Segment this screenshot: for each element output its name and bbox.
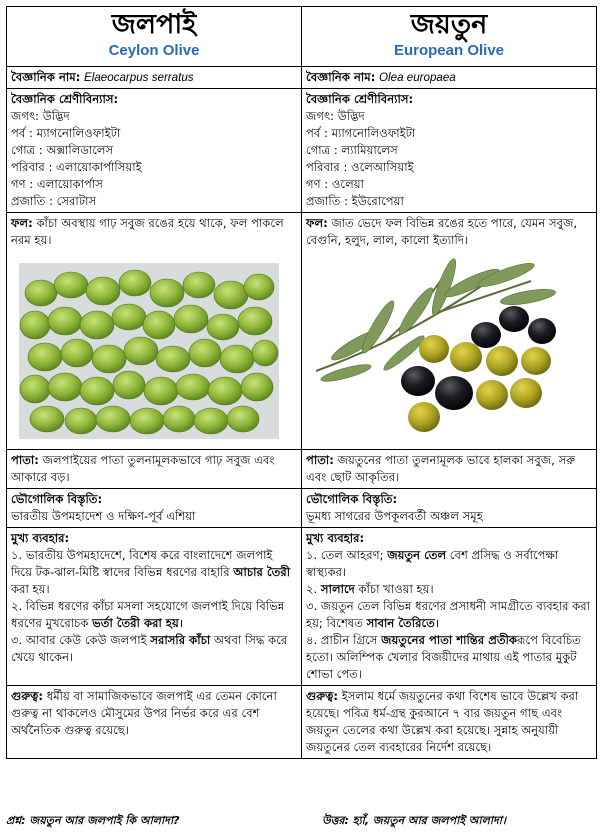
uses-row [7, 528, 597, 686]
right-use-item: ৪. প্রাচীন গ্রিসে জয়তুনের পাতা শান্তির প্রতীকরূপে বিবেচিত হতো। অলিম্পিক খেলার বিজয়ীদের মাথায় এই পাতার মুকুট শোভা পেত। [306, 633, 581, 681]
right-taxonomy-kingdom: জগৎ: উদ্ভিদ [306, 109, 365, 123]
left-leaf-label: পাতা: [11, 453, 39, 467]
qa-footer [0, 809, 602, 831]
right-subtitle: European Olive [393, 42, 505, 59]
left-use-item: ২. বিভিন্ন ধরণের কাঁচা মসলা সহযোগে জলপাই দিয়ে বিভিন্ন ধরণের মুখরোচক ভর্তা তৈরী করা হয়। [11, 599, 285, 630]
right-leaf-cell [302, 450, 597, 489]
right-fruit-desc: জাত ভেদে ফল বিভিন্ন রঙের হতে পারে, যেমন সবুজ, বেগুনি, হলুদ, লাল, কালো ইত্যাদি। [306, 216, 578, 247]
left-taxonomy-species: প্রজাতি : সেরাটাস [11, 194, 97, 208]
right-leaf-label: পাতা: [306, 453, 334, 467]
right-importance-cell [302, 686, 597, 759]
right-sci-cell [302, 67, 597, 89]
left-importance-cell [7, 686, 302, 759]
right-geo-text: ভূমধ্য সাগরের উপকূলবর্তী অঞ্চল সমূহ [306, 509, 483, 523]
right-use-item: ১. তেল আহরণ; জয়তুন তেল বেশ প্রসিদ্ধ ও সর্বাপেক্ষা স্বাস্থ্যকর। [306, 548, 559, 579]
importance-row [7, 686, 597, 759]
comparison-table [6, 6, 597, 759]
right-title: জয়তুন [410, 9, 488, 40]
left-sci-cell [7, 67, 302, 89]
right-fruit-text [306, 215, 592, 249]
right-taxonomy-genus: গণ : ওলেয়া [306, 177, 364, 191]
right-use-item: ২. সালাদে কাঁচা খাওয়া হয়। [306, 582, 434, 596]
right-importance-label: গুরুত্ব: [306, 689, 339, 703]
leaf-row [7, 450, 597, 489]
right-uses-label: মুখ্য ব্যবহার: [306, 531, 365, 545]
right-taxonomy-label: বৈজ্ঞানিক শ্রেণীবিন্যাস: [306, 92, 414, 106]
left-taxonomy-cell [7, 89, 302, 213]
left-taxonomy-label: বৈজ্ঞানিক শ্রেণীবিন্যাস: [11, 92, 119, 106]
comparison-sheet [6, 6, 596, 806]
left-taxonomy-genus: গণ : এলায়োকার্পাস [11, 177, 103, 191]
sci-name-row [7, 67, 597, 89]
right-taxonomy-cell [302, 89, 597, 213]
right-geo-cell [302, 489, 597, 528]
left-fruit-label: ফল: [11, 216, 33, 230]
left-geo-label: ভৌগোলিক বিস্তৃতি: [11, 492, 103, 506]
header-row [7, 7, 597, 67]
left-geo-text: ভারতীয় উপমহাদেশ ও দক্ষিণ-পূর্ব এশিয়া [11, 509, 196, 523]
right-uses-cell [302, 528, 597, 686]
right-fruit-label: ফল: [306, 216, 328, 230]
left-sci-label: বৈজ্ঞানিক নাম: [11, 70, 81, 84]
right-importance-text: ইসলাম ধর্মে জয়তুনের কথা বিশেষ ভাবে উল্লেখ করা হয়েছে। পবিত্র ধর্ম-গ্রন্থ কুরআনে ৭ বার জয়তুন গাছ এবং জয়তুন তেলের কথা উল্লেখ করা হয়েছে। সুন্নাহ অনুযায়ী জয়তুনের তেল ব্যবহারের নির্দেশ রয়েছে। [306, 689, 579, 754]
right-taxonomy-family: পরিবার : ওলেআসিয়াই [306, 160, 414, 174]
right-taxonomy-division: পর্ব : ম্যাগনোলিওফাইটা [306, 126, 416, 140]
footer-question: প্রশ্ন: জয়তুন আর জলপাই কি আলাদা? [6, 814, 180, 827]
geo-row [7, 489, 597, 528]
left-geo-cell [7, 489, 302, 528]
left-taxonomy-family: পরিবার : এলায়োকার্পাসিয়াই [11, 160, 142, 174]
left-title: জলপাই [111, 9, 197, 40]
left-subtitle: Ceylon Olive [108, 42, 200, 59]
left-taxonomy-kingdom: জগৎ: উদ্ভিদ [11, 109, 70, 123]
fruit-image-row [7, 213, 597, 450]
footer-answer: উত্তর: হ্যাঁ, জয়তুন আর জলপাই আলাদা। [322, 814, 506, 827]
left-fruit-desc: কাঁচা অবস্থায় গাঢ় সবুজ রঙের হয়ে থাকে, ফল পাকলে নরম হয়। [11, 216, 284, 247]
left-fruit-text [11, 215, 297, 249]
european-olive-photo [316, 253, 576, 443]
left-importance-label: গুরুত্ব: [11, 689, 44, 703]
left-use-item: ৩. আবার কেউ কেউ জলপাই সরাসরি কাঁচা অথবা সিদ্ধ করে খেয়ে থাকেন। [11, 633, 288, 664]
left-header [7, 7, 302, 67]
right-taxonomy-species: প্রজাতি : ইউরোপেয়া [306, 194, 404, 208]
right-sci-label: বৈজ্ঞানিক নাম: [306, 70, 376, 84]
left-taxonomy-order: গোত্র : অক্সালিডালেস [11, 143, 114, 157]
taxonomy-row [7, 89, 597, 213]
left-use-item: ১. ভারতীয় উপমহাদেশে, বিশেষ করে বাংলাদেশে জলপাই দিয়ে টক-ঝাল-মিষ্টি স্বাদের বিভিন্ন ধরণের বাহারি আচার তৈরী করা হয়। [11, 548, 291, 596]
right-header [302, 7, 597, 67]
left-uses-label: মুখ্য ব্যবহার: [11, 531, 70, 545]
left-leaf-cell [7, 450, 302, 489]
left-importance-text: ধর্মীয় বা সামাজিকভাবে জলপাই এর তেমন কোনো গুরুত্ব না থাকলেও মৌসুমের উপর নির্ভর করে এর বেশ অর্থনৈতিক গুরুত্ব রয়েছে। [11, 689, 277, 737]
right-sci-name: Olea europaea [379, 71, 456, 84]
right-fruit-cell [302, 213, 597, 450]
right-geo-label: ভৌগোলিক বিস্তৃতি: [306, 492, 398, 506]
right-leaf-text: জয়তুনের পাতা তুলনামূলক ভাবে হালকা সবুজ, সরু এবং ছোট আকৃতির। [306, 453, 576, 484]
left-fruit-cell [7, 213, 302, 450]
right-use-item: ৩. জয়তুন তেল বিভিন্ন ধরণের প্রসাধনী সামগ্রীতে ব্যবহার করা হয়; বিশেষত সাবান তৈরিতে। [306, 599, 591, 630]
ceylon-olive-photo [19, 263, 279, 439]
right-taxonomy-order: গোত্র : ল্যামিয়ালেস [306, 143, 398, 157]
left-taxonomy-division: পর্ব : ম্যাগনোলিওফাইটা [11, 126, 121, 140]
left-uses-cell [7, 528, 302, 686]
left-leaf-text: জলপাইয়ের পাতা তুলনামূলকভাবে গাঢ় সবুজ এবং আকারে বড়। [11, 453, 275, 484]
left-sci-name: Elaeocarpus serratus [84, 71, 194, 84]
